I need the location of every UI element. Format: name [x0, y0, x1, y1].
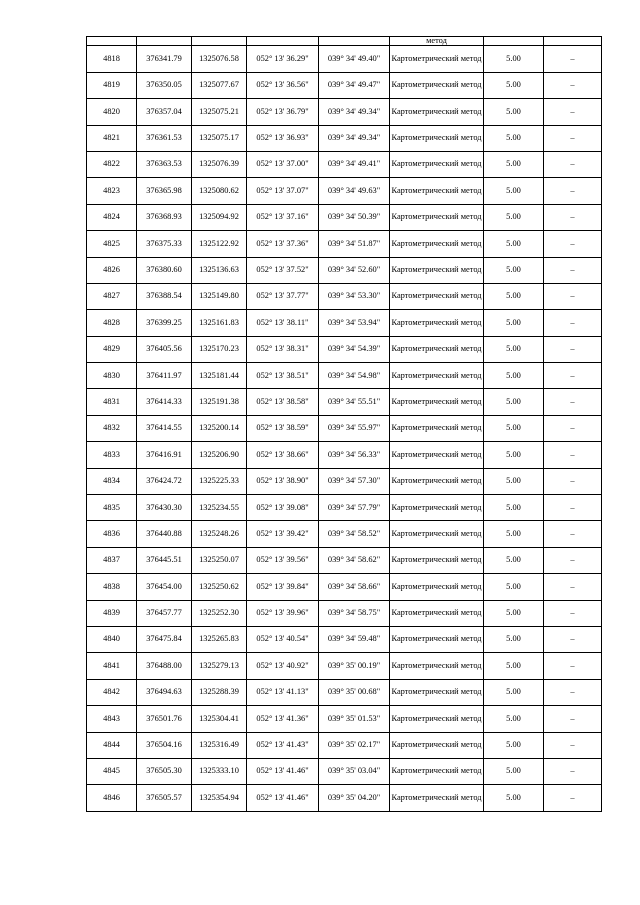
x-coordinate-cell: 376494.63	[137, 679, 192, 705]
y-coordinate-cell: 1325075.17	[192, 125, 247, 151]
accuracy-cell: 5.00	[484, 600, 544, 626]
x-coordinate-cell: 376440.88	[137, 521, 192, 547]
note-cell: –	[544, 547, 602, 573]
latitude-cell: 052° 13' 41.43"	[247, 732, 319, 758]
latitude-cell: 052° 13' 39.08"	[247, 495, 319, 521]
longitude-cell: 039° 34' 52.60"	[319, 257, 390, 283]
x-coordinate-cell: 376488.00	[137, 653, 192, 679]
point-number-cell: 4843	[87, 706, 137, 732]
table-row	[87, 257, 602, 283]
note-cell: –	[544, 627, 602, 653]
note-cell: –	[544, 363, 602, 389]
y-coordinate-cell: 1325265.83	[192, 627, 247, 653]
latitude-cell: 052° 13' 38.59"	[247, 415, 319, 441]
accuracy-cell: 5.00	[484, 310, 544, 336]
latitude-cell: 052° 13' 37.77"	[247, 283, 319, 309]
x-coordinate-cell: 376505.30	[137, 758, 192, 784]
longitude-cell: 039° 35' 00.19"	[319, 653, 390, 679]
method-cell: Картометрический метод	[390, 283, 484, 309]
note-cell: –	[544, 125, 602, 151]
point-number-cell: 4822	[87, 151, 137, 177]
accuracy-cell: 5.00	[484, 679, 544, 705]
note-cell: –	[544, 151, 602, 177]
x-coordinate-cell: 376341.79	[137, 46, 192, 72]
method-cell: Картометрический метод	[390, 547, 484, 573]
table-row	[87, 495, 602, 521]
latitude-cell: 052° 13' 39.96"	[247, 600, 319, 626]
accuracy-cell: 5.00	[484, 46, 544, 72]
method-cell: Картометрический метод	[390, 574, 484, 600]
accuracy-cell: 5.00	[484, 574, 544, 600]
method-cell: Картометрический метод	[390, 732, 484, 758]
longitude-cell: 039° 34' 58.75"	[319, 600, 390, 626]
accuracy-cell: 5.00	[484, 204, 544, 230]
table-row	[87, 653, 602, 679]
longitude-cell: 039° 34' 49.63"	[319, 178, 390, 204]
latitude-cell: 052° 13' 39.84"	[247, 574, 319, 600]
x-coordinate-cell: 376454.00	[137, 574, 192, 600]
x-coordinate-cell: 376424.72	[137, 468, 192, 494]
longitude-cell: 039° 34' 57.30"	[319, 468, 390, 494]
method-cell: Картометрический метод	[390, 204, 484, 230]
longitude-cell: 039° 35' 00.68"	[319, 679, 390, 705]
point-number-cell: 4837	[87, 547, 137, 573]
point-number-cell: 4826	[87, 257, 137, 283]
accuracy-cell: 5.00	[484, 547, 544, 573]
table-row	[87, 627, 602, 653]
latitude-cell: 052° 13' 38.66"	[247, 442, 319, 468]
longitude-cell: 039° 34' 54.98"	[319, 363, 390, 389]
table-row	[87, 600, 602, 626]
x-coordinate-cell: 376445.51	[137, 547, 192, 573]
note-cell: –	[544, 653, 602, 679]
longitude-cell: 039° 35' 04.20"	[319, 785, 390, 811]
y-coordinate-cell: 1325206.90	[192, 442, 247, 468]
accuracy-cell: 5.00	[484, 706, 544, 732]
y-coordinate-cell: 1325200.14	[192, 415, 247, 441]
note-cell: –	[544, 415, 602, 441]
x-coordinate-cell: 376357.04	[137, 99, 192, 125]
point-number-cell: 4825	[87, 231, 137, 257]
method-cell: Картометрический метод	[390, 442, 484, 468]
y-coordinate-cell: 1325080.62	[192, 178, 247, 204]
table-row	[87, 758, 602, 784]
note-cell: –	[544, 468, 602, 494]
latitude-cell: 052° 13' 38.58"	[247, 389, 319, 415]
method-cell: Картометрический метод	[390, 653, 484, 679]
table-row	[87, 679, 602, 705]
note-cell: –	[544, 283, 602, 309]
latitude-cell: 052° 13' 38.31"	[247, 336, 319, 362]
point-number-cell: 4828	[87, 310, 137, 336]
table-row	[87, 283, 602, 309]
point-number-cell: 4820	[87, 99, 137, 125]
accuracy-cell: 5.00	[484, 495, 544, 521]
longitude-cell: 039° 34' 54.39"	[319, 336, 390, 362]
table-row	[87, 706, 602, 732]
x-coordinate-cell: 376501.76	[137, 706, 192, 732]
y-coordinate-cell: 1325316.49	[192, 732, 247, 758]
method-cell: Картометрический метод	[390, 231, 484, 257]
x-coordinate-cell: 376368.93	[137, 204, 192, 230]
longitude-cell: 039° 34' 49.40"	[319, 46, 390, 72]
y-coordinate-cell: 1325076.39	[192, 151, 247, 177]
method-cell: Картометрический метод	[390, 336, 484, 362]
longitude-cell: 039° 34' 58.62"	[319, 547, 390, 573]
note-cell: –	[544, 521, 602, 547]
table-row	[87, 99, 602, 125]
method-cell: Картометрический метод	[390, 389, 484, 415]
y-coordinate-cell: 1325250.62	[192, 574, 247, 600]
method-cell: Картометрический метод	[390, 178, 484, 204]
table-row	[87, 442, 602, 468]
latitude-cell: 052° 13' 41.46"	[247, 785, 319, 811]
accuracy-cell: 5.00	[484, 627, 544, 653]
method-cell: Картометрический метод	[390, 151, 484, 177]
point-number-cell: 4834	[87, 468, 137, 494]
table-row	[87, 574, 602, 600]
point-number-cell: 4832	[87, 415, 137, 441]
longitude-cell: 039° 34' 57.79"	[319, 495, 390, 521]
accuracy-cell: 5.00	[484, 72, 544, 98]
method-cell: Картометрический метод	[390, 415, 484, 441]
latitude-cell: 052° 13' 40.54"	[247, 627, 319, 653]
x-coordinate-cell: 376475.84	[137, 627, 192, 653]
point-number-cell: 4833	[87, 442, 137, 468]
point-number-cell: 4841	[87, 653, 137, 679]
point-number-cell: 4835	[87, 495, 137, 521]
x-coordinate-cell: 376399.25	[137, 310, 192, 336]
method-cell: Картометрический метод	[390, 257, 484, 283]
method-cell: Картометрический метод	[390, 310, 484, 336]
x-coordinate-cell: 376388.54	[137, 283, 192, 309]
table-row	[87, 785, 602, 811]
accuracy-cell: 5.00	[484, 283, 544, 309]
x-coordinate-cell: 376414.33	[137, 389, 192, 415]
longitude-cell: 039° 34' 50.39"	[319, 204, 390, 230]
longitude-cell: 039° 35' 03.04"	[319, 758, 390, 784]
accuracy-cell: 5.00	[484, 442, 544, 468]
point-number-cell: 4830	[87, 363, 137, 389]
point-number-cell: 4838	[87, 574, 137, 600]
longitude-cell: 039° 34' 49.47"	[319, 72, 390, 98]
accuracy-cell: 5.00	[484, 415, 544, 441]
point-number-cell: 4844	[87, 732, 137, 758]
y-coordinate-cell: 1325225.33	[192, 468, 247, 494]
latitude-cell: 052° 13' 37.52"	[247, 257, 319, 283]
latitude-cell: 052° 13' 40.92"	[247, 653, 319, 679]
coordinates-table	[86, 36, 602, 812]
note-cell: –	[544, 257, 602, 283]
x-coordinate-cell: 376430.30	[137, 495, 192, 521]
accuracy-cell: 5.00	[484, 785, 544, 811]
point-number-cell: 4824	[87, 204, 137, 230]
y-coordinate-cell: 1325149.80	[192, 283, 247, 309]
point-number-cell: 4845	[87, 758, 137, 784]
note-cell: –	[544, 204, 602, 230]
table-row	[87, 72, 602, 98]
table-row	[87, 151, 602, 177]
latitude-cell: 052° 13' 39.42"	[247, 521, 319, 547]
y-coordinate-cell: 1325161.83	[192, 310, 247, 336]
method-cell: Картометрический метод	[390, 600, 484, 626]
y-coordinate-cell: 1325181.44	[192, 363, 247, 389]
point-number-cell: 4836	[87, 521, 137, 547]
longitude-cell: 039° 34' 49.34"	[319, 125, 390, 151]
latitude-cell: 052° 13' 36.56"	[247, 72, 319, 98]
x-coordinate-cell: 376416.91	[137, 442, 192, 468]
longitude-cell: 039° 34' 56.33"	[319, 442, 390, 468]
accuracy-cell: 5.00	[484, 363, 544, 389]
method-cell: Картометрический метод	[390, 125, 484, 151]
accuracy-cell: 5.00	[484, 231, 544, 257]
method-cell: Картометрический метод	[390, 627, 484, 653]
y-coordinate-cell: 1325077.67	[192, 72, 247, 98]
note-cell: –	[544, 442, 602, 468]
accuracy-cell: 5.00	[484, 125, 544, 151]
y-coordinate-cell: 1325076.58	[192, 46, 247, 72]
note-cell: –	[544, 785, 602, 811]
longitude-cell: 039° 34' 51.87"	[319, 231, 390, 257]
x-coordinate-cell: 376405.56	[137, 336, 192, 362]
x-coordinate-cell: 376361.53	[137, 125, 192, 151]
accuracy-cell: 5.00	[484, 389, 544, 415]
point-number-cell: 4829	[87, 336, 137, 362]
longitude-cell: 039° 34' 55.51"	[319, 389, 390, 415]
x-coordinate-cell: 376505.57	[137, 785, 192, 811]
x-coordinate-cell: 376380.60	[137, 257, 192, 283]
note-cell: –	[544, 706, 602, 732]
longitude-cell: 039° 34' 53.94"	[319, 310, 390, 336]
method-cell: Картометрический метод	[390, 99, 484, 125]
note-cell: –	[544, 758, 602, 784]
table-row	[87, 415, 602, 441]
note-cell: –	[544, 310, 602, 336]
y-coordinate-cell: 1325234.55	[192, 495, 247, 521]
y-coordinate-cell: 1325136.63	[192, 257, 247, 283]
x-coordinate-cell: 376363.53	[137, 151, 192, 177]
method-cell: Картометрический метод	[390, 363, 484, 389]
x-coordinate-cell: 376504.16	[137, 732, 192, 758]
accuracy-cell: 5.00	[484, 732, 544, 758]
method-cell: Картометрический метод	[390, 72, 484, 98]
note-cell: –	[544, 389, 602, 415]
point-number-cell: 4839	[87, 600, 137, 626]
accuracy-cell: 5.00	[484, 257, 544, 283]
longitude-cell: 039° 34' 58.66"	[319, 574, 390, 600]
table-row-continuation	[87, 37, 602, 46]
x-coordinate-cell: 376365.98	[137, 178, 192, 204]
point-number-cell: 4846	[87, 785, 137, 811]
accuracy-cell: 5.00	[484, 336, 544, 362]
x-coordinate-cell: 376457.77	[137, 600, 192, 626]
point-number-cell: 4823	[87, 178, 137, 204]
table-row	[87, 231, 602, 257]
y-coordinate-cell: 1325279.13	[192, 653, 247, 679]
note-cell: –	[544, 178, 602, 204]
table-row	[87, 336, 602, 362]
longitude-cell: 039° 34' 53.30"	[319, 283, 390, 309]
latitude-cell: 052° 13' 38.51"	[247, 363, 319, 389]
latitude-cell: 052° 13' 37.07"	[247, 178, 319, 204]
table-body	[87, 37, 602, 812]
point-number-cell: 4831	[87, 389, 137, 415]
note-cell: –	[544, 99, 602, 125]
accuracy-cell: 5.00	[484, 99, 544, 125]
latitude-cell: 052° 13' 41.36"	[247, 706, 319, 732]
point-number-cell: 4819	[87, 72, 137, 98]
note-cell: –	[544, 732, 602, 758]
y-coordinate-cell: 1325333.10	[192, 758, 247, 784]
latitude-cell: 052° 13' 41.46"	[247, 758, 319, 784]
note-cell: –	[544, 231, 602, 257]
longitude-cell: 039° 34' 59.48"	[319, 627, 390, 653]
longitude-cell: 039° 34' 49.34"	[319, 99, 390, 125]
latitude-cell: 052° 13' 37.16"	[247, 204, 319, 230]
note-cell: –	[544, 46, 602, 72]
latitude-cell: 052° 13' 41.13"	[247, 679, 319, 705]
note-cell: –	[544, 600, 602, 626]
latitude-cell: 052° 13' 37.36"	[247, 231, 319, 257]
method-cell: метод	[390, 37, 484, 46]
table-row	[87, 521, 602, 547]
table-row	[87, 204, 602, 230]
point-number-cell: 4840	[87, 627, 137, 653]
latitude-cell: 052° 13' 39.56"	[247, 547, 319, 573]
x-coordinate-cell: 376411.97	[137, 363, 192, 389]
latitude-cell: 052° 13' 36.93"	[247, 125, 319, 151]
x-coordinate-cell: 376350.05	[137, 72, 192, 98]
y-coordinate-cell: 1325248.26	[192, 521, 247, 547]
latitude-cell: 052° 13' 38.90"	[247, 468, 319, 494]
latitude-cell: 052° 13' 36.29"	[247, 46, 319, 72]
y-coordinate-cell: 1325122.92	[192, 231, 247, 257]
point-number-cell: 4818	[87, 46, 137, 72]
note-cell: –	[544, 72, 602, 98]
method-cell: Картометрический метод	[390, 46, 484, 72]
y-coordinate-cell: 1325170.23	[192, 336, 247, 362]
accuracy-cell: 5.00	[484, 468, 544, 494]
longitude-cell: 039° 35' 02.17"	[319, 732, 390, 758]
y-coordinate-cell: 1325191.38	[192, 389, 247, 415]
x-coordinate-cell: 376414.55	[137, 415, 192, 441]
y-coordinate-cell: 1325094.92	[192, 204, 247, 230]
y-coordinate-cell: 1325075.21	[192, 99, 247, 125]
latitude-cell: 052° 13' 36.79"	[247, 99, 319, 125]
y-coordinate-cell: 1325288.39	[192, 679, 247, 705]
point-number-cell: 4821	[87, 125, 137, 151]
method-cell: Картометрический метод	[390, 468, 484, 494]
x-coordinate-cell: 376375.33	[137, 231, 192, 257]
table-row	[87, 389, 602, 415]
table-row	[87, 310, 602, 336]
y-coordinate-cell: 1325250.07	[192, 547, 247, 573]
method-cell: Картометрический метод	[390, 785, 484, 811]
table-row	[87, 468, 602, 494]
method-cell: Картометрический метод	[390, 706, 484, 732]
longitude-cell: 039° 34' 49.41"	[319, 151, 390, 177]
accuracy-cell: 5.00	[484, 178, 544, 204]
y-coordinate-cell: 1325304.41	[192, 706, 247, 732]
method-cell: Картометрический метод	[390, 758, 484, 784]
y-coordinate-cell: 1325252.30	[192, 600, 247, 626]
longitude-cell: 039° 34' 55.97"	[319, 415, 390, 441]
table-row	[87, 732, 602, 758]
accuracy-cell: 5.00	[484, 758, 544, 784]
table-row	[87, 46, 602, 72]
longitude-cell: 039° 35' 01.53"	[319, 706, 390, 732]
accuracy-cell: 5.00	[484, 653, 544, 679]
table-row	[87, 125, 602, 151]
point-number-cell: 4827	[87, 283, 137, 309]
accuracy-cell: 5.00	[484, 521, 544, 547]
table-row	[87, 363, 602, 389]
latitude-cell: 052° 13' 38.11"	[247, 310, 319, 336]
point-number-cell: 4842	[87, 679, 137, 705]
method-cell: Картометрический метод	[390, 679, 484, 705]
y-coordinate-cell: 1325354.94	[192, 785, 247, 811]
accuracy-cell: 5.00	[484, 151, 544, 177]
method-cell: Картометрический метод	[390, 495, 484, 521]
table-row	[87, 178, 602, 204]
note-cell: –	[544, 679, 602, 705]
table-row	[87, 547, 602, 573]
method-cell: Картометрический метод	[390, 521, 484, 547]
note-cell: –	[544, 336, 602, 362]
latitude-cell: 052° 13' 37.00"	[247, 151, 319, 177]
note-cell: –	[544, 574, 602, 600]
note-cell: –	[544, 495, 602, 521]
longitude-cell: 039° 34' 58.52"	[319, 521, 390, 547]
